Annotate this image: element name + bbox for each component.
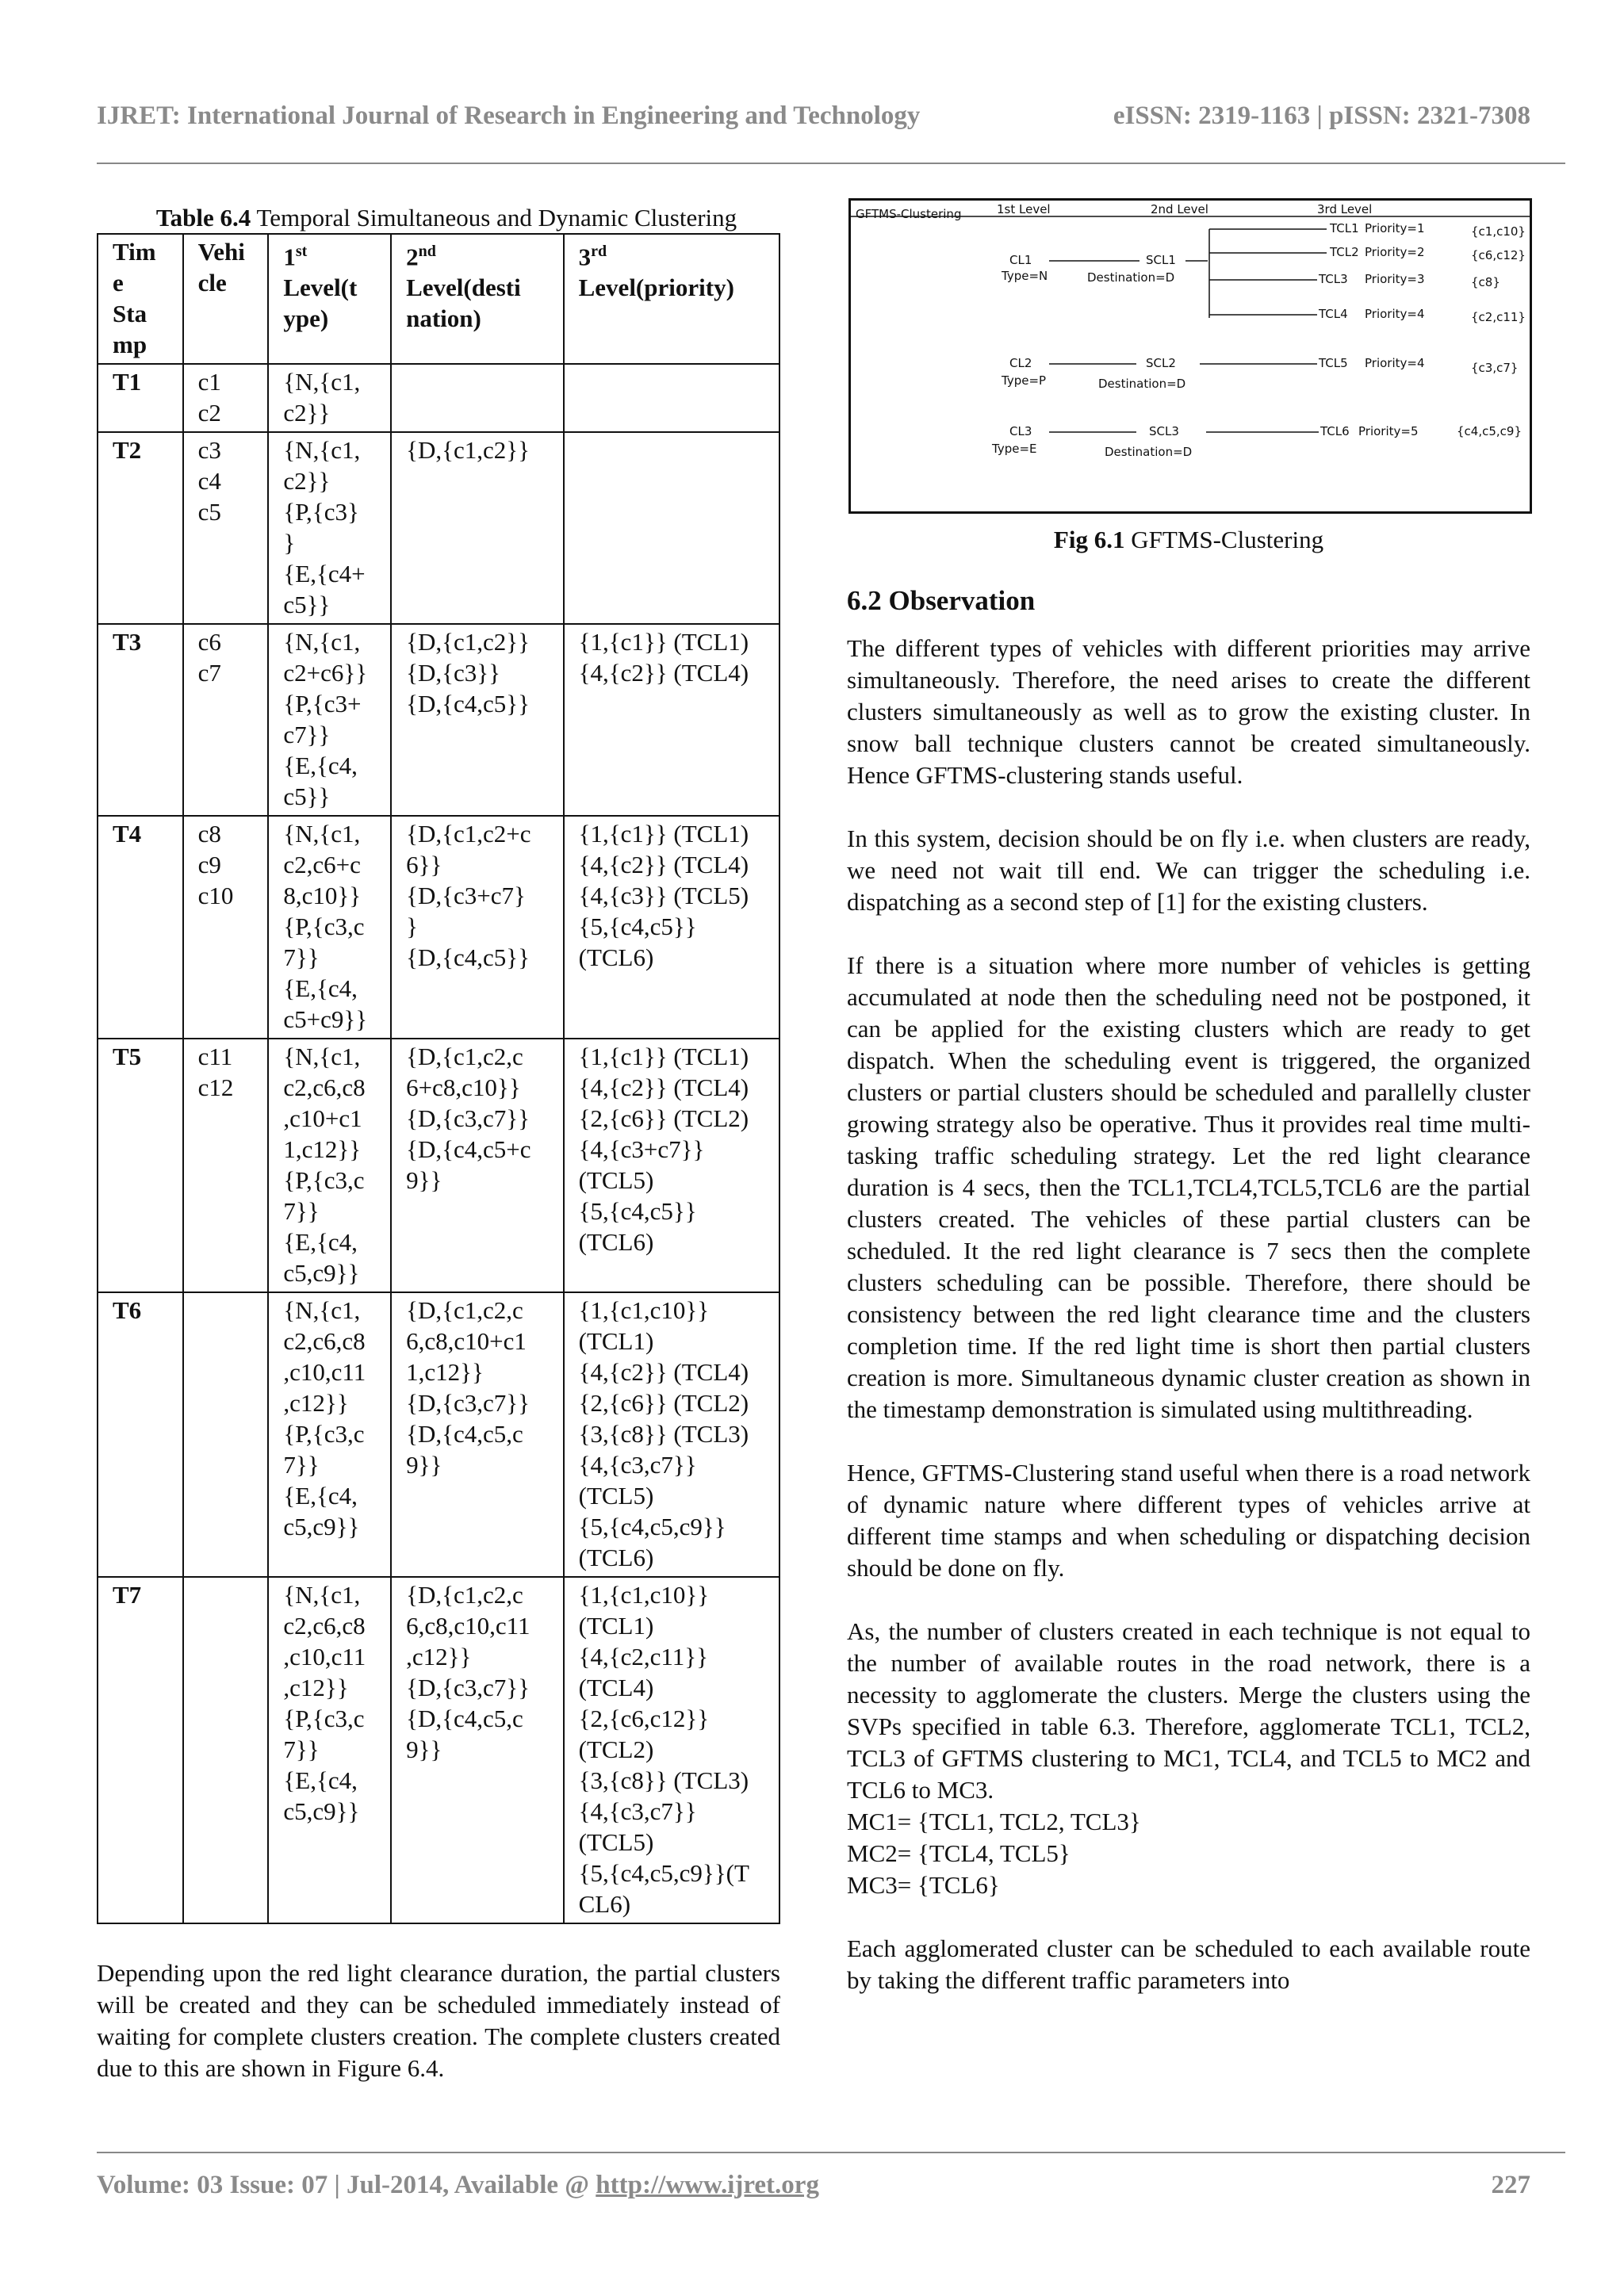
- table-header-row: [98, 234, 779, 364]
- cell-veh: [183, 432, 269, 624]
- cell-line: (TCL5): [578, 1166, 654, 1194]
- cell-line: c1: [197, 368, 221, 396]
- cell-line: c5}}: [283, 783, 331, 810]
- header-line: 1st: [283, 243, 308, 271]
- cell-line: (TCL2): [578, 1735, 654, 1763]
- fig-tcl2: TCL2: [1330, 245, 1359, 259]
- cell-ts: T5: [98, 1039, 183, 1292]
- cell-l1: [268, 624, 391, 816]
- cell-line: c2+c6}}: [283, 659, 368, 687]
- cell-line: }: [283, 529, 296, 557]
- cell-line: ,c10,c11: [283, 1643, 366, 1670]
- table-row: [98, 624, 779, 816]
- fig-tcl3: TCL3: [1319, 272, 1348, 286]
- table-caption-text: Temporal Simultaneous and Dynamic Clustering: [251, 204, 737, 232]
- cell-line: {1,{c1}} (TCL1): [578, 820, 749, 848]
- fig-tcl6: TCL6: [1320, 424, 1350, 438]
- left-column: [97, 203, 780, 2084]
- cell-l1: [268, 1039, 391, 1292]
- paragraph-1: The different types of vehicles with different priorities may arrive simultaneously. Therefore, the need arises to create the different clusters simultaneously as well as to grow the existing cluster. In snow ball technique clusters cannot be created simultaneously. Hence GFTMS-clustering stands useful.: [847, 634, 1530, 789]
- cell-line: 7}}: [283, 1197, 320, 1225]
- header-cell: [564, 234, 779, 364]
- cell-line: {4,{c3,c7}}: [578, 1797, 697, 1825]
- cell-line: {E,{c4,: [283, 1482, 358, 1510]
- cell-line: {N,{c1,: [283, 1296, 361, 1324]
- cell-l2: [391, 1577, 564, 1923]
- cell-line: c9: [197, 851, 221, 878]
- cell-l1: [268, 816, 391, 1039]
- cell-line: {3,{c8}} (TCL3): [578, 1766, 749, 1794]
- cell-line: c5,c9}}: [283, 1797, 360, 1825]
- cell-l2: [391, 816, 564, 1039]
- cell-line: (TCL5): [578, 1828, 654, 1856]
- cell-line: {4,{c3}} (TCL5): [578, 882, 749, 909]
- cell-line: (TCL6): [578, 1228, 654, 1256]
- cell-line: (TCL1): [578, 1327, 654, 1355]
- cell-veh: [183, 1039, 269, 1292]
- journal-title: IJRET: International Journal of Research in Engineering and Technology: [97, 101, 921, 130]
- cell-l1: [268, 1577, 391, 1923]
- cell-line: {2,{c6}} (TCL2): [578, 1389, 749, 1417]
- cell-line: {D,{c3,c7}}: [406, 1389, 530, 1417]
- cell-line: 9}}: [406, 1451, 442, 1479]
- cell-line: (TCL6): [578, 1544, 654, 1571]
- header-cell: [268, 234, 391, 364]
- cell-l1: [268, 1292, 391, 1577]
- header-line: ype): [283, 304, 329, 333]
- header-line: Tim: [113, 238, 156, 266]
- page-footer: [97, 2171, 1530, 2200]
- fig-tcl4: TCL4: [1319, 307, 1348, 321]
- cell-line: c11: [197, 1043, 233, 1070]
- cell-line: c2}}: [283, 467, 331, 495]
- mc3-line: MC3= {TCL6}: [847, 1871, 1000, 1899]
- cell-line: {N,{c1,: [283, 628, 361, 656]
- header-line: Level(desti: [406, 274, 521, 302]
- cell-line: {5,{c4,c5}}: [578, 913, 697, 940]
- cell-line: 8,c10}}: [283, 882, 362, 909]
- cell-line: {D,{c3,c7}}: [406, 1104, 530, 1132]
- table-row: [98, 364, 779, 432]
- cell-l2: [391, 624, 564, 816]
- cell-line: {D,{c3}}: [406, 659, 500, 687]
- footer-volume: [97, 2171, 819, 2200]
- cell-veh: [183, 1292, 269, 1577]
- figure-caption-label: Fig 6.1: [1053, 526, 1125, 553]
- fig-tcl2-set: {c6,c12}: [1471, 248, 1526, 262]
- fig-tcl1-priority: Priority=1: [1365, 221, 1425, 235]
- cell-line: c12: [197, 1073, 234, 1101]
- cell-line: ,c10+c1: [283, 1104, 362, 1132]
- right-column: [847, 198, 1530, 1996]
- clustering-table: [97, 233, 780, 1924]
- gftms-figure: [848, 198, 1532, 514]
- cell-line: c5+c9}}: [283, 1005, 368, 1033]
- cell-ts: T6: [98, 1292, 183, 1577]
- cell-line: 7}}: [283, 943, 320, 971]
- mc2-line: MC2= {TCL4, TCL5}: [847, 1839, 1071, 1867]
- cell-line: c2,c6,c8: [283, 1612, 366, 1640]
- cell-line: c2,c6,c8: [283, 1073, 366, 1101]
- cell-l3: [564, 1039, 779, 1292]
- cell-line: c8: [197, 820, 221, 848]
- cell-line: c2,c6,c8: [283, 1327, 366, 1355]
- table-caption: [113, 203, 780, 233]
- cell-line: {D,{c3,c7}}: [406, 1674, 530, 1701]
- cell-line: c2}}: [283, 399, 331, 427]
- paragraph-6: Each agglomerated cluster can be scheduled to each available route by taking the different traffic parameters into: [847, 1934, 1530, 1994]
- fig-tcl5-set: {c3,c7}: [1471, 361, 1519, 375]
- cell-ts: T3: [98, 624, 183, 816]
- cell-line: {N,{c1,: [283, 368, 361, 396]
- cell-line: ,c10,c11: [283, 1358, 366, 1386]
- table-row: [98, 1292, 779, 1577]
- cell-line: c4: [197, 467, 221, 495]
- mc1-line: MC1= {TCL1, TCL2, TCL3}: [847, 1808, 1141, 1835]
- header-line: Level(t: [283, 274, 358, 302]
- cell-line: {E,{c4+: [283, 560, 366, 587]
- cell-line: c5}}: [283, 591, 331, 618]
- cell-line: {D,{c3+c7}: [406, 882, 526, 909]
- cell-line: {4,{c2,c11}}: [578, 1643, 709, 1670]
- fig-cl1-type: Type=N: [1002, 269, 1048, 283]
- cell-line: {P,{c3,c: [283, 913, 365, 940]
- table-body: [98, 364, 779, 1923]
- header-line: nation): [406, 304, 481, 333]
- cell-veh: [183, 1577, 269, 1923]
- header-line: mp: [113, 331, 147, 358]
- header-line: cle: [197, 269, 227, 297]
- cell-line: {E,{c4,: [283, 1766, 358, 1794]
- cell-line: {5,{c4,c5}}: [578, 1197, 697, 1225]
- cell-line: c5: [197, 498, 221, 526]
- header-line: 2nd: [406, 243, 436, 271]
- cell-line: {N,{c1,: [283, 1043, 361, 1070]
- figure-caption-text: GFTMS-Clustering: [1124, 526, 1324, 553]
- cell-ts: T2: [98, 432, 183, 624]
- cell-line: {D,{c1,c2+c: [406, 820, 531, 848]
- issn: eISSN: 2319-1163 | pISSN: 2321-7308: [1113, 101, 1530, 130]
- cell-line: {4,{c3,c7}}: [578, 1451, 697, 1479]
- cell-line: {D,{c4,c5+c: [406, 1135, 531, 1163]
- header-line: Level(priority): [578, 274, 734, 302]
- cell-line: 6}}: [406, 851, 442, 878]
- cell-line: c3: [197, 436, 221, 464]
- fig-scl2: SCL2: [1146, 356, 1176, 370]
- header-cell: [98, 234, 183, 364]
- cell-line: {2,{c6}} (TCL2): [578, 1104, 749, 1132]
- table-row: [98, 1577, 779, 1923]
- cell-l2: [391, 1039, 564, 1292]
- cell-line: 6+c8,c10}}: [406, 1073, 521, 1101]
- cell-line: CL6): [578, 1890, 631, 1918]
- section-title: 6.2 Observation: [847, 585, 1036, 616]
- cell-line: c7: [197, 659, 221, 687]
- fig-tcl2-priority: Priority=2: [1365, 245, 1425, 259]
- cell-l3: [564, 816, 779, 1039]
- cell-line: {1,{c1,c10}}: [578, 1296, 710, 1324]
- cell-ts: T1: [98, 364, 183, 432]
- fig-cl1: CL1: [1009, 253, 1032, 267]
- figure-caption: [847, 525, 1530, 555]
- fig-level3: 3rd Level: [1317, 202, 1373, 216]
- fig-tcl1: TCL1: [1330, 221, 1359, 235]
- cell-l3: [564, 624, 779, 816]
- cell-line: {4,{c3+c7}}: [578, 1135, 705, 1163]
- page-header: [97, 101, 1530, 131]
- fig-tcl6-set: {c4,c5,c9}: [1457, 424, 1522, 438]
- cell-line: }: [406, 913, 418, 940]
- fig-scl1: SCL1: [1146, 253, 1176, 267]
- fig-tcl1-set: {c1,c10}: [1471, 224, 1526, 239]
- cell-line: {D,{c1,c2,c: [406, 1296, 523, 1324]
- cell-line: {P,{c3+: [283, 690, 362, 718]
- cell-line: c5,c9}}: [283, 1513, 360, 1540]
- header-rule: [97, 163, 1565, 164]
- header-line: Sta: [113, 300, 147, 327]
- cell-l3: [564, 432, 779, 624]
- cell-line: c2,c6+c: [283, 851, 361, 878]
- cell-line: {D,{c4,c5}}: [406, 690, 530, 718]
- cell-line: {4,{c2}} (TCL4): [578, 659, 749, 687]
- paragraph-4: Hence, GFTMS-Clustering stand useful when there is a road network of dynamic nature where different types of vehicles arrive at different time stamps and when scheduling or dispatching decision should be done on fly.: [847, 1459, 1530, 1582]
- cell-line: {D,{c4,c5}}: [406, 943, 530, 971]
- fig-tcl5-priority: Priority=4: [1365, 356, 1425, 370]
- cell-l3: [564, 364, 779, 432]
- cell-line: (TCL1): [578, 1612, 654, 1640]
- table-row: [98, 816, 779, 1039]
- header-cell: [183, 234, 269, 364]
- cell-l3: [564, 1292, 779, 1577]
- fig-cl3: CL3: [1009, 424, 1032, 438]
- fig-tcl4-priority: Priority=4: [1365, 307, 1425, 321]
- cell-line: (TCL4): [578, 1674, 654, 1701]
- cell-line: {4,{c2}} (TCL4): [578, 851, 749, 878]
- header-line: Vehi: [197, 238, 245, 266]
- cell-line: {E,{c4,: [283, 974, 358, 1002]
- cell-line: 6,c8,c10,c11: [406, 1612, 530, 1640]
- cell-line: (TCL6): [578, 943, 654, 971]
- cell-line: {4,{c2}} (TCL4): [578, 1073, 749, 1101]
- cell-line: {2,{c6,c12}}: [578, 1705, 710, 1732]
- paragraph-2: In this system, decision should be on fly i.e. when clusters are ready, we need not wait till end. We can trigger the scheduling i.e. dispatching as a second step of [1] for the existing clusters.: [847, 825, 1530, 916]
- cell-line: {D,{c4,c5,c: [406, 1705, 523, 1732]
- cell-line: {1,{c1,c10}}: [578, 1581, 710, 1609]
- fig-tcl6-priority: Priority=5: [1358, 424, 1419, 438]
- cell-line: 1,c12}}: [283, 1135, 362, 1163]
- paragraph-3: If there is a situation where more number of vehicles is getting accumulated at node then the scheduling need not be postponed, it can be applied for the existing clusters which are ready to get dispatch. When the scheduling event is triggered, the organized clusters or partial clusters should be scheduled and parallelly cluster growing strategy also be operative. Thus it provides real time multi-tasking traffic scheduling strategy. Let the red light clearance duration is 4 secs, then the TCL1,TCL4,TCL5,TCL6 are the partial clusters created. The vehicles of these partial clusters can be scheduled. It the red light clearance is 7 secs then the complete clusters scheduling can be possible. Therefore, there should be consistency between the red light clearance time and the clusters completion time. If the red light time is short then partial clusters creation is more. Simultaneous dynamic cluster creation as shown in the timestamp demonstration is simulated using multithreading.: [847, 951, 1530, 1423]
- cell-line: {4,{c2}} (TCL4): [578, 1358, 749, 1386]
- cell-line: {D,{c1,c2,c: [406, 1581, 523, 1609]
- figure-diagram: [851, 201, 1530, 511]
- fig-dest1: Destination=D: [1087, 270, 1175, 285]
- header-line: e: [113, 269, 124, 297]
- cell-l2: [391, 1292, 564, 1577]
- table-caption-label: Table 6.4: [155, 204, 251, 232]
- cell-ts: T4: [98, 816, 183, 1039]
- cell-l2: [391, 364, 564, 432]
- cell-line: c6: [197, 628, 221, 656]
- footer-rule: [97, 2152, 1565, 2153]
- cell-line: {P,{c3,c: [283, 1420, 365, 1448]
- cell-line: 7}}: [283, 1735, 320, 1763]
- cell-line: 6,c8,c10+c1: [406, 1327, 527, 1355]
- cell-line: 9}}: [406, 1735, 442, 1763]
- cell-l3: [564, 1577, 779, 1923]
- cell-line: ,c12}}: [283, 1674, 349, 1701]
- cell-l2: [391, 432, 564, 624]
- cell-line: 7}}: [283, 1451, 320, 1479]
- table-row: [98, 432, 779, 624]
- cell-veh: [183, 364, 269, 432]
- left-paragraph: Depending upon the red light clearance duration, the partial clusters will be created and they can be scheduled immediately instead of waiting for complete clusters creation. The complete clusters created due to this are shown in Figure 6.4.: [97, 1959, 780, 2082]
- cell-line: c7}}: [283, 721, 331, 748]
- table-row: [98, 1039, 779, 1292]
- footer-url-link[interactable]: http://www.ijret.org: [596, 2171, 819, 2199]
- cell-line: {3,{c8}} (TCL3): [578, 1420, 749, 1448]
- cell-veh: [183, 816, 269, 1039]
- footer-volume-text: Volume: 03 Issue: 07 | Jul-2014, Available @: [97, 2171, 596, 2199]
- cell-line: ,c12}}: [283, 1389, 349, 1417]
- mc-lines: [847, 1806, 1530, 1901]
- cell-line: {1,{c1}} (TCL1): [578, 1043, 749, 1070]
- cell-l1: [268, 364, 391, 432]
- cell-l1: [268, 432, 391, 624]
- cell-line: {1,{c1}} (TCL1): [578, 628, 749, 656]
- cell-line: {D,{c1,c2,c: [406, 1043, 523, 1070]
- cell-line: {D,{c4,c5,c: [406, 1420, 523, 1448]
- cell-line: c2: [197, 399, 221, 427]
- fig-dest3: Destination=D: [1105, 445, 1193, 459]
- page-number: 227: [1491, 2171, 1530, 2199]
- cell-ts: T7: [98, 1577, 183, 1923]
- cell-line: {E,{c4,: [283, 1228, 358, 1256]
- cell-line: ,c12}}: [406, 1643, 472, 1670]
- cell-line: {P,{c3,c: [283, 1166, 365, 1194]
- cell-line: {D,{c1,c2}}: [406, 628, 530, 656]
- fig-level2: 2nd Level: [1151, 202, 1208, 216]
- fig-cl2: CL2: [1009, 356, 1032, 370]
- cell-line: c5,c9}}: [283, 1259, 360, 1287]
- paragraph-5: As, the number of clusters created in each technique is not equal to the number of available routes in the road network, there is a necessity to agglomerate the clusters. Merge the clusters using the SVPs specified in table 6.3. Therefore, agglomerate TCL1, TCL2, TCL3 of GFTMS clustering to MC1, TCL4, and TCL5 to MC2 and TCL6 to MC3.: [847, 1617, 1530, 1804]
- fig-cl2-type: Type=P: [1002, 373, 1047, 388]
- cell-line: {E,{c4,: [283, 752, 358, 779]
- cell-veh: [183, 624, 269, 816]
- cell-line: (TCL5): [578, 1482, 654, 1510]
- cell-line: {5,{c4,c5,c9}}(T: [578, 1859, 749, 1887]
- fig-tcl3-set: {c8}: [1471, 275, 1500, 289]
- fig-dest2: Destination=D: [1098, 377, 1186, 391]
- cell-line: {N,{c1,: [283, 436, 361, 464]
- cell-line: {5,{c4,c5,c9}}: [578, 1513, 726, 1540]
- fig-tcl3-priority: Priority=3: [1365, 272, 1425, 286]
- cell-line: {N,{c1,: [283, 1581, 361, 1609]
- fig-title: GFTMS-Clustering: [856, 207, 962, 221]
- cell-line: {D,{c1,c2}}: [406, 436, 530, 464]
- cell-line: 1,c12}}: [406, 1358, 484, 1386]
- fig-cl3-type: Type=E: [992, 442, 1037, 456]
- cell-line: {P,{c3,c: [283, 1705, 365, 1732]
- fig-scl3: SCL3: [1149, 424, 1179, 438]
- header-line: 3rd: [578, 243, 607, 271]
- cell-line: {P,{c3}: [283, 498, 359, 526]
- fig-tcl4-set: {c2,c11}: [1471, 310, 1526, 324]
- fig-level1: 1st Level: [997, 202, 1051, 216]
- cell-line: {N,{c1,: [283, 820, 361, 848]
- fig-tcl5: TCL5: [1319, 356, 1348, 370]
- cell-line: c10: [197, 882, 234, 909]
- cell-line: 9}}: [406, 1166, 442, 1194]
- header-cell: [391, 234, 564, 364]
